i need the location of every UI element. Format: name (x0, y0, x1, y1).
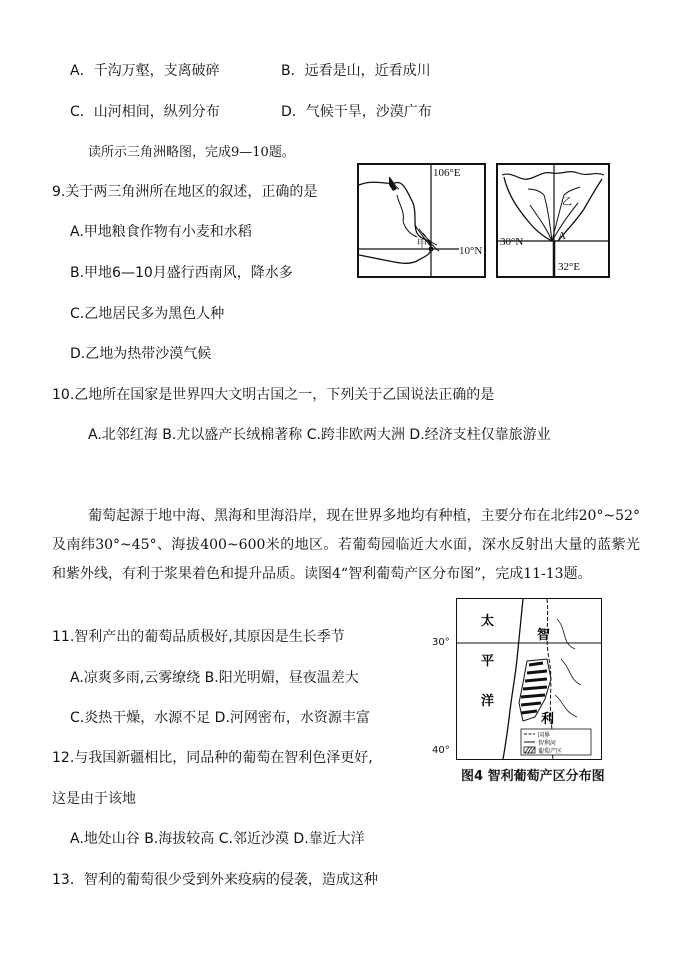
delta-map-yi (496, 163, 610, 278)
q11-options-cd: C.炎热干燥，水源不足 D.河网密布，水资源丰富 (70, 710, 370, 726)
q12-stem-line2: 这是由于该地 (52, 791, 136, 807)
legend-grape-region: 葡萄产区 (538, 748, 563, 755)
q9-stem: 9.关于两三角洲所在地区的叙述，正确的是 (52, 184, 318, 200)
map2-point-a: A (558, 230, 566, 242)
q10-stem: 10.乙地所在国家是世界四大文明古国之一，下列关于乙国说法正确的是 (52, 387, 495, 403)
q12-stem-line1: 12.与我国新疆相比，同品种的葡萄在智利色泽更好, (52, 750, 373, 766)
q13-stem: 13．智利的葡萄很少受到外来疫病的侵袭，造成这种 (52, 872, 378, 888)
map3-caption: 图4 智利葡萄产区分布图 (461, 769, 605, 784)
q9-option-d: D.乙地为热带沙漠气候 (70, 346, 212, 362)
map1-point-label: 甲 (417, 239, 427, 250)
delta-map-jia (357, 163, 486, 278)
q11-stem: 11.智利产出的葡萄品质极好,其原因是生长季节 (52, 629, 345, 645)
q12-options: A.地处山谷 B.海拔较高 C.邻近沙漠 D.靠近大洋 (70, 831, 365, 847)
grape-passage: 葡萄起源于地中海、黑海和里海沿岸，现在世界多地均有种植，主要分布在北纬20°~52°及南纬30°~45°、海拔400~600米的地区。若葡萄园临近大水面，深水反射出大量的蓝紫光和紫外线，有利于浆果着色和提升品质。读图4“智利葡萄产区分布图”，完成11-13题。 (52, 508, 640, 582)
map1-lat-label: 10°N (459, 245, 483, 257)
q9-option-b: B.甲地6—10月盛行西南风，降水多 (70, 265, 293, 281)
q8-option-d: D．气候干旱，沙漠广布 (281, 104, 432, 120)
q8-option-b: B．远看是山，近看成川 (281, 63, 431, 79)
map2-point-b: 乙 (562, 197, 572, 208)
q9-option-a: A.甲地粮食作物有小麦和水稻 (70, 224, 252, 240)
q10-options: A.北邻红海 B.尤以盛产长绒棉著称 C.跨非欧两大洲 D.经济支柱仅靠旅游业 (88, 427, 551, 443)
intro-9-10: 读所示三角洲略图，完成9—10题。 (88, 145, 295, 160)
map3-lat-30: 30° (432, 637, 450, 648)
country-char-2: 利 (541, 712, 555, 727)
country-char-1: 智 (537, 628, 551, 643)
map2-lat-label: 30°N (500, 236, 524, 248)
ocean-char-3: 洋 (481, 694, 495, 709)
q9-option-c: C.乙地居民多为黑色人种 (70, 306, 225, 322)
legend-border: 国界 (538, 732, 551, 739)
map1-lon-label: 106°E (433, 167, 461, 179)
map3-lat-40: 40° (432, 745, 450, 756)
ocean-char-1: 太 (481, 614, 495, 629)
chile-grape-map (456, 598, 602, 760)
ocean-char-2: 平 (481, 654, 495, 669)
q11-options-ab: A.凉爽多雨,云雾缭绕 B.阳光明媚，昼夜温差大 (70, 670, 359, 686)
map2-lon-label: 32°E (558, 261, 581, 273)
q8-option-a: A．千沟万壑，支离破碎 (70, 63, 220, 79)
legend-river: 智利河 (538, 740, 557, 747)
q8-option-c: C．山河相间，纵列分布 (70, 104, 220, 120)
